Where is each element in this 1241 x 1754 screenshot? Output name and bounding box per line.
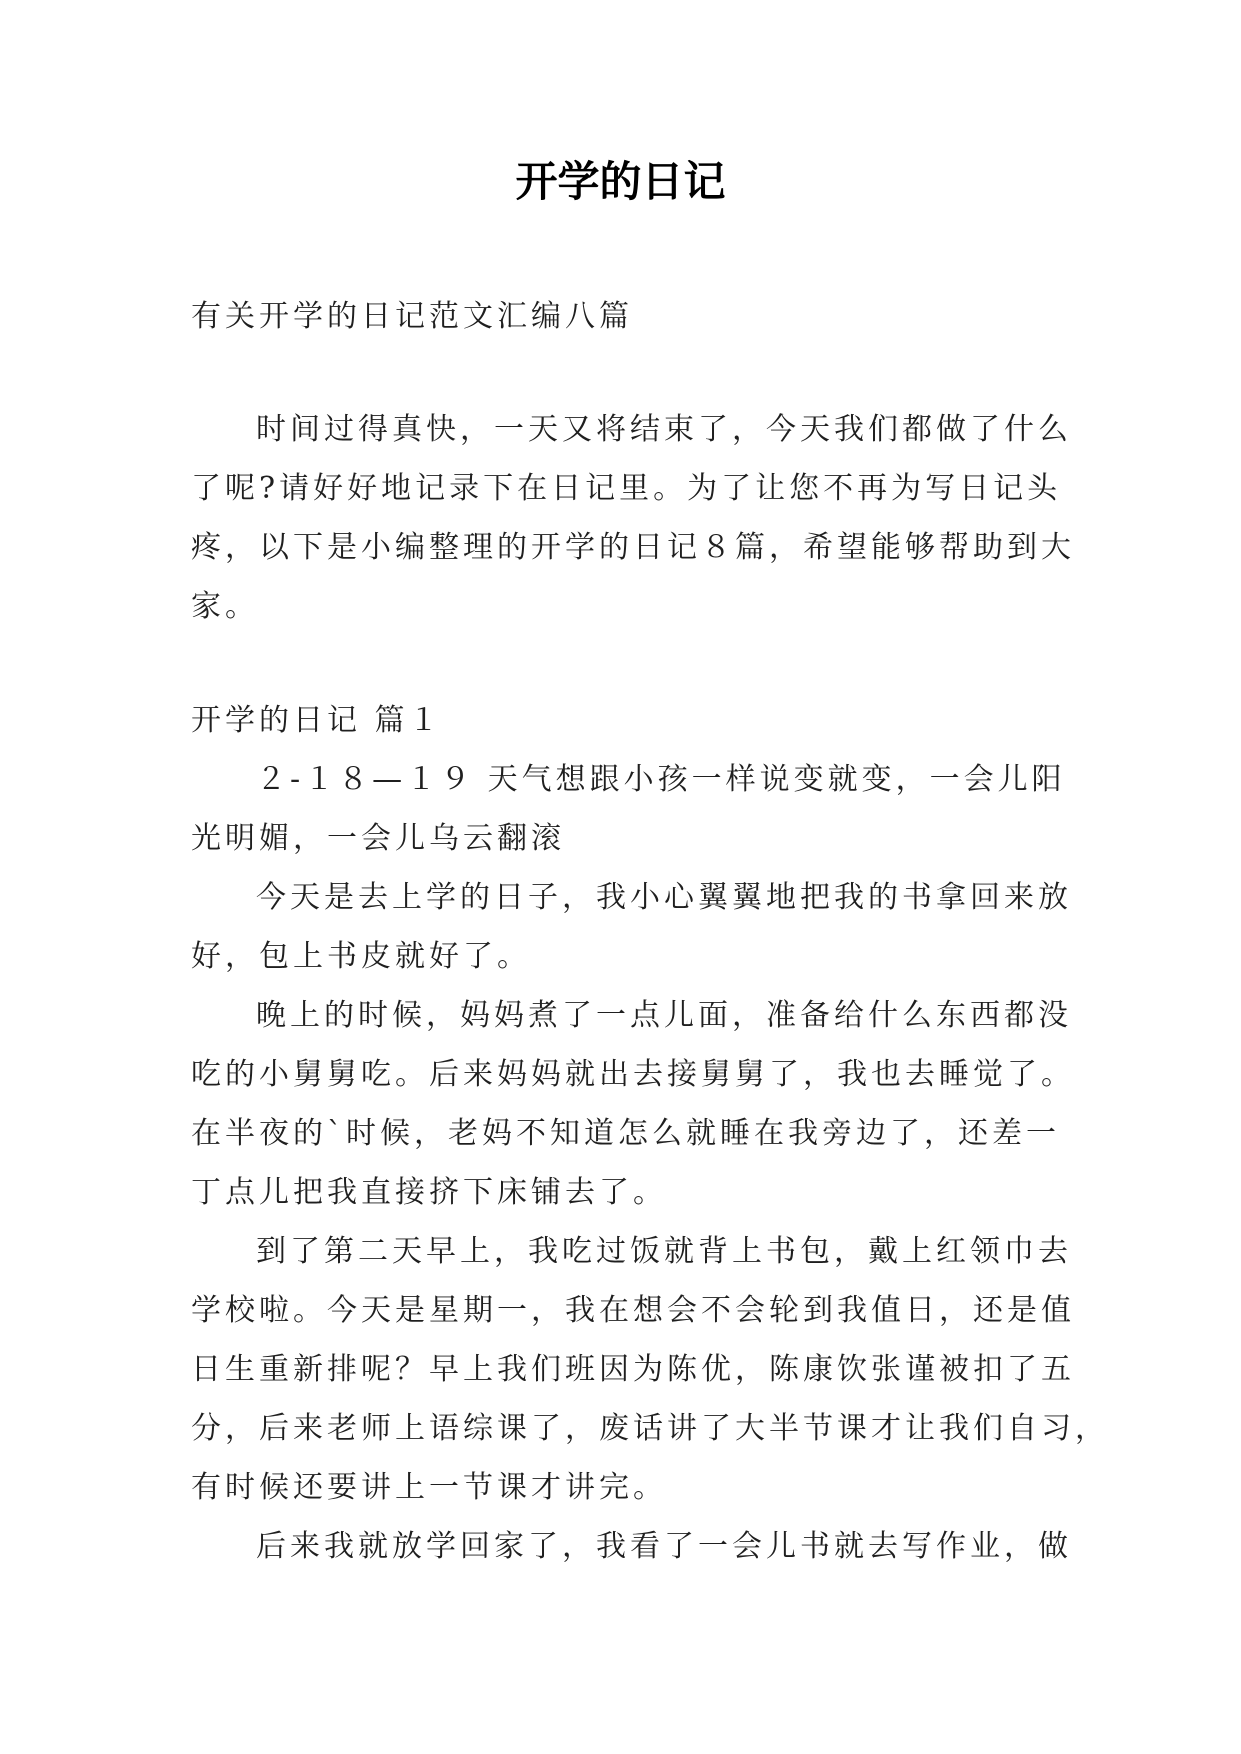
intro-line: 疼，以下是小编整理的开学的日记８篇，希望能够帮助到大 [191, 530, 1075, 565]
document-subtitle: 有关开学的日记范文汇编八篇 [191, 299, 633, 334]
body-line: 丁点儿把我直接挤下床铺去了。 [191, 1175, 667, 1210]
body-line: 在半夜的`时候，老妈不知道怎么就睡在我旁边了，还差一 [191, 1116, 1060, 1151]
body-line: 好，包上书皮就好了。 [191, 939, 531, 974]
intro-line: 时间过得真快，一天又将结束了，今天我们都做了什么 [256, 412, 1072, 447]
section-heading: 开学的日记 篇１ [191, 703, 443, 738]
body-line: 晚上的时候，妈妈煮了一点儿面，准备给什么东西都没 [256, 998, 1072, 1033]
intro-line: 家。 [191, 589, 259, 624]
body-line: 吃的小舅舅吃。后来妈妈就出去接舅舅了，我也去睡觉了。 [191, 1057, 1075, 1092]
body-line: 到了第二天早上，我吃过饭就背上书包，戴上红领巾去 [256, 1234, 1072, 1269]
intro-line: 了呢?请好好地记录下在日记里。为了让您不再为写日记头 [191, 471, 1062, 506]
body-line: 今天是去上学的日子，我小心翼翼地把我的书拿回来放 [256, 880, 1072, 915]
body-line: 日生重新排呢？早上我们班因为陈优，陈康饮张谨被扣了五 [191, 1352, 1075, 1387]
body-line: ２-１８—１９ 天气想跟小孩一样说变就变，一会儿阳 [256, 762, 1066, 797]
body-line: 分，后来老师上语综课了，废话讲了大半节课才让我们自习， [191, 1411, 1109, 1446]
body-line: 后来我就放学回家了，我看了一会儿书就去写作业，做 [256, 1529, 1072, 1564]
body-line: 学校啦。今天是星期一，我在想会不会轮到我值日，还是值 [191, 1293, 1075, 1328]
body-line: 有时候还要讲上一节课才讲完。 [191, 1470, 667, 1505]
body-line: 光明媚，一会儿乌云翻滚 [191, 821, 565, 856]
document-title: 开学的日记 [515, 157, 726, 206]
